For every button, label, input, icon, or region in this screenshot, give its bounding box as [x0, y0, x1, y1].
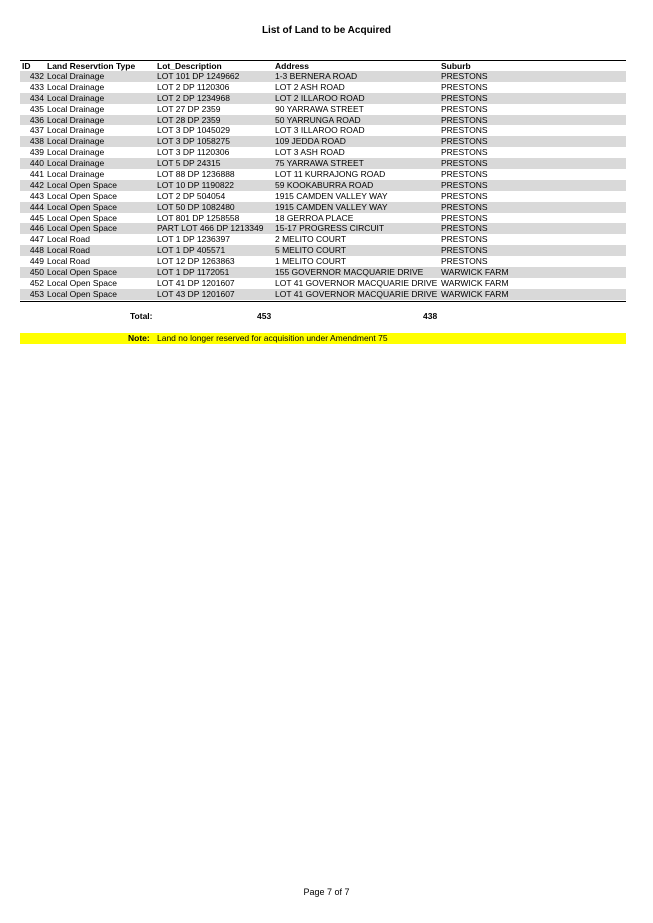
cell-lot: LOT 1 DP 405571: [157, 245, 226, 256]
cell-type: Local Open Space: [47, 288, 117, 299]
cell-id: 449: [29, 256, 44, 267]
cell-id: 448: [29, 245, 44, 256]
cell-address: 75 YARRAWA STREET: [275, 158, 364, 169]
table-row: [20, 169, 626, 180]
cell-address: LOT 3 ASH ROAD: [275, 147, 345, 158]
cell-address: LOT 11 KURRAJONG ROAD: [275, 169, 386, 180]
cell-type: Local Drainage: [47, 158, 105, 169]
cell-address: 50 YARRUNGA ROAD: [275, 114, 361, 125]
cell-address: 90 YARRAWA STREET: [275, 103, 364, 114]
cell-suburb: PRESTONS: [441, 245, 488, 256]
cell-suburb: PRESTONS: [441, 179, 488, 190]
cell-address: LOT 41 GOVERNOR MACQUARIE DRIVE: [275, 277, 438, 288]
cell-lot: LOT 28 DP 2359: [157, 114, 221, 125]
cell-address: 109 JEDDA ROAD: [275, 136, 346, 147]
cell-type: Local Drainage: [47, 169, 105, 180]
cell-id: 445: [29, 212, 44, 223]
cell-address: 1-3 BERNERA ROAD: [275, 71, 358, 81]
cell-lot: LOT 3 DP 1120306: [157, 147, 230, 158]
cell-address: 5 MELITO COURT: [275, 245, 347, 256]
table-end-rule: [20, 301, 626, 302]
cell-lot: LOT 41 DP 1201607: [157, 277, 235, 288]
cell-id: 437: [29, 125, 44, 136]
cell-id: 441: [29, 169, 44, 180]
cell-type: Local Open Space: [47, 267, 117, 278]
cell-type: Local Open Space: [47, 212, 117, 223]
cell-suburb: WARWICK FARM: [441, 288, 509, 299]
cell-address: LOT 41 GOVERNOR MACQUARIE DRIVE: [275, 288, 438, 299]
cell-type: Local Drainage: [47, 92, 105, 103]
cell-id: 434: [29, 92, 44, 103]
table-row: [20, 223, 626, 234]
cell-type: Local Drainage: [47, 147, 105, 158]
cell-suburb: WARWICK FARM: [441, 267, 509, 278]
table-row: [20, 82, 626, 93]
table-row: [20, 115, 626, 126]
cell-suburb: PRESTONS: [441, 92, 488, 103]
cell-type: Local Drainage: [47, 125, 105, 136]
cell-lot: LOT 27 DP 2359: [157, 103, 221, 114]
cell-lot: LOT 3 DP 1045029: [157, 125, 230, 136]
table-row: [20, 213, 626, 224]
cell-suburb: PRESTONS: [441, 212, 488, 223]
cell-type: Local Open Space: [47, 179, 117, 190]
cell-suburb: PRESTONS: [441, 81, 488, 92]
cell-lot: LOT 801 DP 1258558: [157, 212, 240, 223]
cell-address: 2 MELITO COURT: [275, 234, 347, 245]
cell-lot: LOT 88 DP 1236888: [157, 169, 235, 180]
cell-id: 443: [29, 190, 44, 201]
cell-type: Local Road: [47, 234, 91, 245]
report-title: List of Land to be Acquired: [261, 25, 392, 36]
table-row: [20, 93, 626, 104]
cell-suburb: PRESTONS: [441, 71, 488, 81]
table-row: [20, 136, 626, 147]
table-row: [20, 71, 626, 82]
cell-lot: LOT 101 DP 1249662: [157, 71, 240, 81]
cell-suburb: PRESTONS: [441, 201, 488, 212]
cell-id: 442: [29, 179, 44, 190]
cell-id: 452: [29, 277, 44, 288]
cell-address: LOT 3 ILLAROO ROAD: [275, 125, 365, 136]
table-row: [20, 202, 626, 213]
total-id-value: 453: [257, 311, 272, 321]
table-body: [20, 71, 626, 300]
table-row: [20, 234, 626, 245]
table-row: [20, 278, 626, 289]
cell-id: 453: [29, 288, 44, 299]
table-row: [20, 104, 626, 115]
cell-suburb: PRESTONS: [441, 169, 488, 180]
cell-suburb: PRESTONS: [441, 125, 488, 136]
cell-type: Local Drainage: [47, 71, 105, 81]
cell-lot: LOT 5 DP 24315: [157, 158, 221, 169]
cell-suburb: PRESTONS: [441, 158, 488, 169]
cell-lot: LOT 12 DP 1263863: [157, 256, 235, 267]
cell-lot: LOT 1 DP 1236397: [157, 234, 230, 245]
cell-id: 447: [29, 234, 44, 245]
cell-type: Local Road: [47, 256, 91, 267]
cell-address: 155 GOVERNOR MACQUARIE DRIVE: [275, 267, 424, 278]
cell-type: Local Open Space: [47, 223, 117, 234]
table-row: [20, 289, 626, 300]
cell-lot: LOT 50 DP 1082480: [157, 201, 235, 212]
table-row: [20, 245, 626, 256]
cell-id: 438: [29, 136, 44, 147]
cell-type: Local Drainage: [47, 114, 105, 125]
table-row: [20, 267, 626, 278]
column-header-id: ID: [22, 61, 31, 71]
cell-type: Local Drainage: [47, 103, 105, 114]
table-row: [20, 256, 626, 267]
note-banner: [20, 333, 626, 344]
cell-suburb: PRESTONS: [441, 114, 488, 125]
cell-id: 444: [29, 201, 44, 212]
cell-lot: LOT 1 DP 1172051: [157, 267, 230, 278]
cell-id: 433: [29, 81, 44, 92]
note-text: Land no longer reserved for acquisition under Amendment 75: [157, 333, 388, 343]
note-label: Note:: [128, 333, 150, 343]
column-header-address: Address: [275, 61, 310, 71]
cell-lot: LOT 2 DP 504054: [157, 190, 226, 201]
cell-lot: LOT 10 DP 1190822: [157, 179, 235, 190]
cell-id: 439: [29, 147, 44, 158]
cell-lot: LOT 2 DP 1234968: [157, 92, 230, 103]
cell-suburb: PRESTONS: [441, 136, 488, 147]
cell-id: 435: [29, 103, 44, 114]
page-number: Page 7 of 7: [303, 887, 350, 897]
table-row: [20, 191, 626, 202]
cell-suburb: PRESTONS: [441, 234, 488, 245]
cell-lot: LOT 2 DP 1120306: [157, 81, 230, 92]
cell-address: 18 GERROA PLACE: [275, 212, 354, 223]
table-row: [20, 147, 626, 158]
cell-lot: LOT 3 DP 1058275: [157, 136, 230, 147]
cell-address: LOT 2 ILLAROO ROAD: [275, 92, 365, 103]
cell-type: Local Drainage: [47, 136, 105, 147]
cell-suburb: PRESTONS: [441, 256, 488, 267]
cell-id: 450: [29, 267, 44, 278]
cell-address: 15-17 PROGRESS CIRCUIT: [275, 223, 385, 234]
table-row: [20, 125, 626, 136]
cell-type: Local Road: [47, 245, 91, 256]
cell-address: LOT 2 ASH ROAD: [275, 81, 345, 92]
cell-lot: LOT 43 DP 1201607: [157, 288, 235, 299]
totals-label: Total:: [130, 311, 153, 321]
cell-address: 1 MELITO COURT: [275, 256, 347, 267]
column-header-lot: Lot_Description: [157, 61, 222, 71]
cell-suburb: WARWICK FARM: [441, 277, 509, 288]
cell-id: 440: [29, 158, 44, 169]
cell-lot: PART LOT 466 DP 1213349: [157, 223, 264, 234]
cell-suburb: PRESTONS: [441, 103, 488, 114]
cell-type: Local Open Space: [47, 190, 117, 201]
cell-address: 1915 CAMDEN VALLEY WAY: [275, 190, 388, 201]
cell-suburb: PRESTONS: [441, 190, 488, 201]
cell-suburb: PRESTONS: [441, 147, 488, 158]
cell-type: Local Open Space: [47, 201, 117, 212]
cell-type: Local Drainage: [47, 81, 105, 92]
cell-address: 1915 CAMDEN VALLEY WAY: [275, 201, 388, 212]
cell-id: 432: [29, 71, 44, 81]
cell-id: 436: [29, 114, 44, 125]
column-header-type: Land Reservtion Type: [47, 61, 136, 71]
table-row: [20, 158, 626, 169]
table-row: [20, 180, 626, 191]
column-header-suburb: Suburb: [441, 61, 471, 71]
cell-suburb: PRESTONS: [441, 223, 488, 234]
total-address-value: 438: [423, 311, 438, 321]
cell-type: Local Open Space: [47, 277, 117, 288]
cell-address: 59 KOOKABURRA ROAD: [275, 179, 374, 190]
cell-id: 446: [29, 223, 44, 234]
